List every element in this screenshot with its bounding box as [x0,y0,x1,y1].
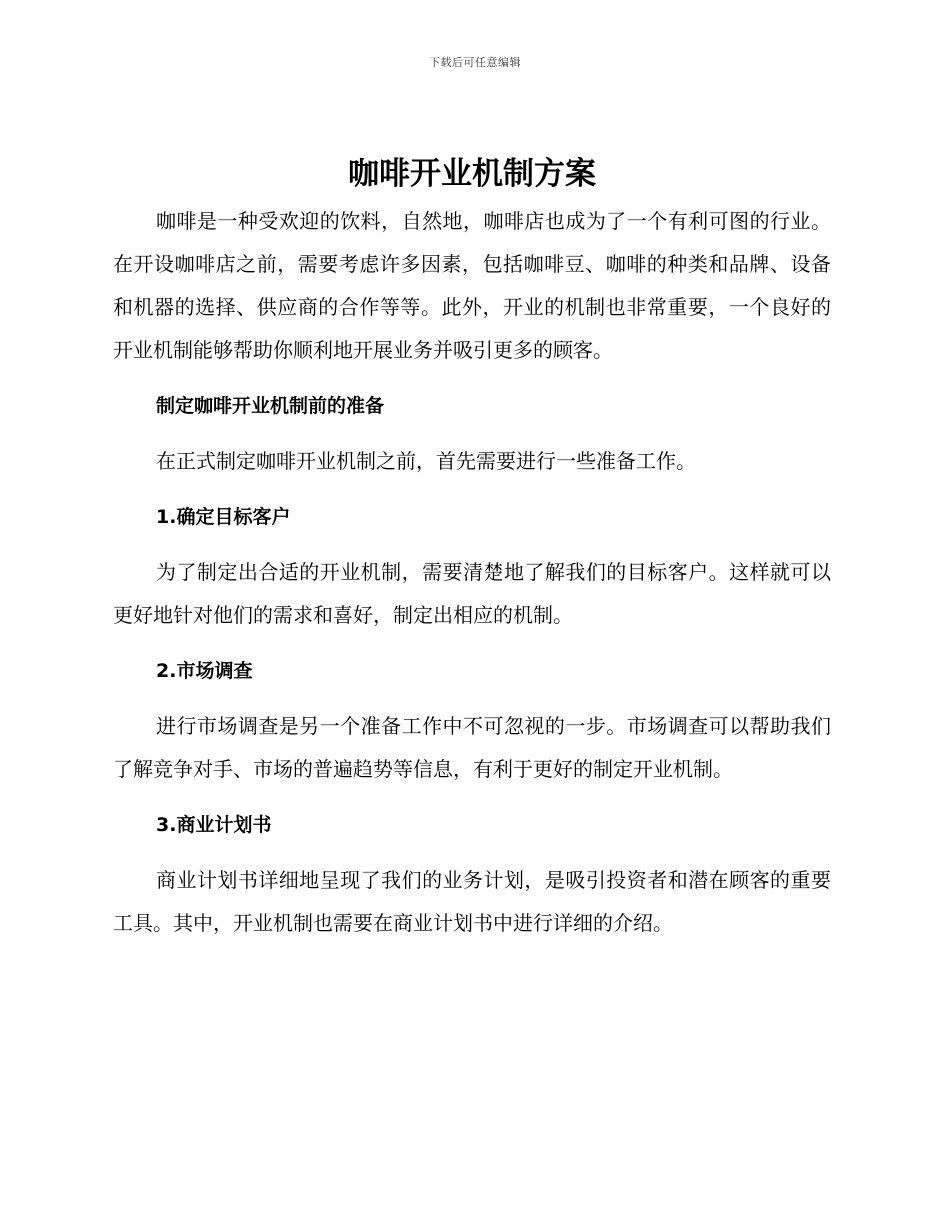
item-heading-business-plan: 3.商业计划书 [156,814,272,836]
section-intro-paragraph: 在正式制定咖啡开业机制之前，首先需要进行一些准备工作。 [156,449,696,473]
spacer [113,372,831,380]
section-heading: 制定咖啡开业机制前的准备 [156,395,385,417]
item-heading-target-customers: 1.确定目标客户 [156,506,291,528]
spacer [113,697,831,705]
item-heading-market-research: 2.市场调查 [156,660,253,682]
item-paragraph-business-plan: 商业计划书详细地呈现了我们的业务计划，是吸引投资者和潜在顾客的重要工具。其中，开业机制也需要在商业计划书中进行详细的介绍。 [113,868,831,935]
spacer [113,791,831,799]
spacer [113,432,831,440]
spacer [113,637,831,645]
item-paragraph-target-customers: 为了制定出合适的开业机制，需要清楚地了解我们的目标客户。这样就可以更好地针对他们的需求和喜好，制定出相应的机制。 [113,560,831,627]
header-note: 下载后可任意编辑 [429,56,521,69]
item-paragraph-market-research: 进行市场调查是另一个准备工作中不可忽视的一步。市场调查可以帮助我们了解竞争对手、市场的普遍趋势等信息，有利于更好的制定开业机制。 [113,714,831,781]
document-title: 咖啡开业机制方案 [348,156,596,192]
spacer [113,483,831,491]
spacer [113,851,831,859]
spacer [113,543,831,551]
intro-paragraph: 咖啡是一种受欢迎的饮料，自然地，咖啡店也成为了一个有利可图的行业。在开设咖啡店之前，需要考虑许多因素，包括咖啡豆、咖啡的种类和品牌、设备和机器的选择、供应商的合作等等。此外，开业的机制也非常重要，一个良好的开业机制能够帮助你顺利地开展业务并吸引更多的顾客。 [113,209,831,362]
document-body [113,148,831,945]
